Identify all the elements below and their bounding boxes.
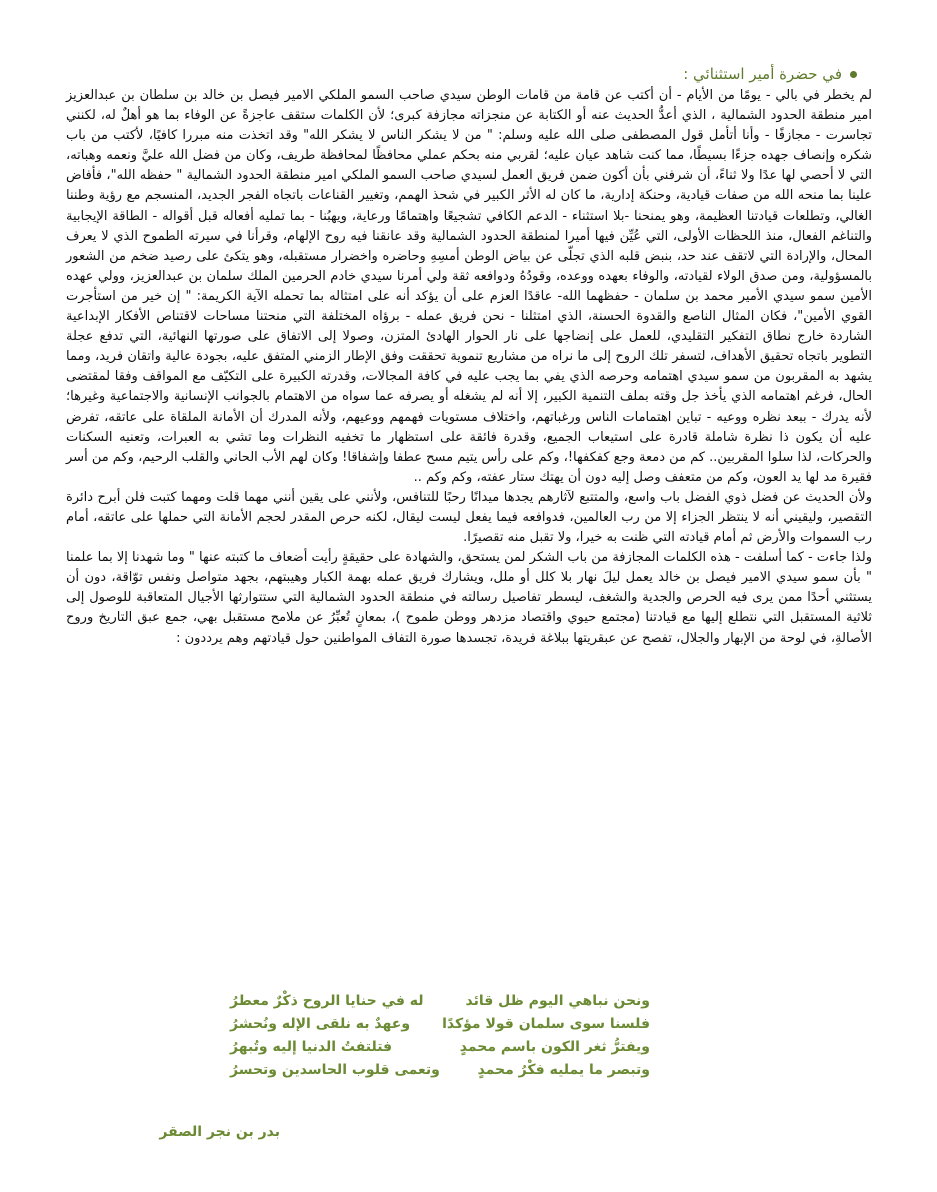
poem-hemistich-second: فتلتفتُ الدنيا إليه وتُبهرُ	[230, 1039, 393, 1055]
poem-hemistich-first: وتبصر ما يمليه فكْرُ محمدٍ	[477, 1062, 650, 1078]
poem-line	[230, 990, 650, 1013]
poem-hemistich-first: ويفترُّ ثغر الكون باسم محمدٍ	[459, 1039, 650, 1055]
poem-hemistich-second: وعهدٌ به نلقى الإله ونُحشرُ	[230, 1016, 411, 1032]
poem-hemistich-first: فلسنا سوى سلمان قولا مؤكدًا	[442, 1016, 650, 1032]
poem-line	[230, 1059, 650, 1082]
bullet-icon	[850, 71, 857, 78]
author-signature: بدر بن نجر الصقر	[159, 1124, 280, 1140]
paragraph: لم يخطر في بالي - يومًا من الأيام - أن أكتب عن قامة من قامات الوطن سيدي صاحب السمو الملكي الامير فيصل بن خالد بن سلطان بن عبدالعزيز امير منطقة الحدود الشمالية ، الذي أعدُّ الحديث عنه أو الكتابة عن منجزاته مجازفة كبرى؛ لأن الكلمات ستقف عاجزةً عن الوفاء بما هو أهلٌ له، لكنني تجاسرت - مجازفًا - وأنا أتأمل قول المصطفى صلى الله عليه وسلم: " من لا يشكر الناس لا يشكر الله" وقد اتخذت منه مبررا كافيًا، لأكتب من باب شكره وإنصاف جهده جزءًا بسيطًا، مما كنت شاهد عيان عليه؛ لقربي منه بحكم عملي محافظًا لمحافظة طريف، وكان من فضل الله عليَّ ونعمه وهباته، التي لا أحصي لها عدًا ولا ثناءً، أن شرفني بأن أكون ضمن فريق العمل لسيدي صاحب السمو الملكي امير منطقة الحدود الشمالية " حفظه الله"، فأفاض علينا بما منحه الله من صفات قيادية، وحنكة إدارية، ما كان له الأثر الكبير في شحذ الهمم، وتغيير القناعات باتجاه الفجر الجديد، المنسجم مع رؤية وطننا الغالي، وتطلعات قيادتنا العظيمة، وهو يمنحنا -بلا استثناء - الدعم الكافي تشجيعًا واهتمامًا ورعاية، ويهبُنا - بما تمليه أفعاله قبل أقواله - الطاقة الإيجابية والتناغم الفعال، منذ اللحظات الأولى، التي عُيِّن فيها أميرا لمنطقة الحدود الشمالية وقد عانقنا فيه روح الإلهام، وقرأنا في سيرته الطموح الذي لا يعرف المحال، والإرادة التي لاتقف عند حد، بنبض قلبه الذي تجلّى عن بياض الوطن أمسِهِ وحاضره واخضرار مستقبله، وهو يتكئ على رصيد ضخم من الشعور بالمسؤولية، ومن صدق الولاء لقيادته، والوفاء بعهده ووعده، وقودُهُ ودوافعه ثقة ولي أمرنا سيدي خادم الحرمين الملك سلمان بن عبدالعزيز، وولي عهده الأمين سمو سيدي الأمير محمد بن سلمان - حفظهما الله- عاقدًا العزم على أن يؤكد أنه على امتثاله بما تحمله الآية الكريمة: " إن خير من استأجرت القوي الأمين"، فكان المثال الناصع والقدوة الحسنة، الذي امتثلنا - نحن فريق عمله - برؤاه المختلفة التي منحتنا مساحات لاقتناص الأفكار الإبداعية الشاردة خارج نطاق التفكير التقليدي، للعمل على إنضاجها على نار الحوار الهادئ المتزن، وصولا إلى الاتفاق على صورتها النهائية، التي تدفع عجلة التطوير باتجاه تحقيق الأهداف، لتسفر تلك الروح إلى ما نراه من مشاريع تنموية تحققت وفق الإطار الزمني المتفق عليه، بجودة عالية واتقان فريد، ومما يشهد به المقربون من سمو سيدي اهتمامه وحرصه الذي يفي بما يجب عليه في كافة المجالات، وقدرته الكبيرة على التكيّف مع المواقف وفقا لمقتضى الحال، فرغم اهتمامه الذي يأخذ جل وقته بملف التنمية الكبير، إلا أنه لم يشغله أو يصرفه عما سواه من الاهتمام بالجوانب الإنسانية والاجتماعية وغيرها؛ لأنه يدرك - ببعد نظره ووعيه - تباين اهتمامات الناس ورغباتهم، واختلاف مستويات فهمهم ووعيهم، ولأنه المدرك أن الأمانة الملقاة على عاتقه، تفرض عليه أن يكون ذا نظرة شاملة قادرة على استيعاب الجميع، وقدرة فائقة على استظهار ما تخفيه النظرات وما تشي به العبرات، وتعنيه السكنات والحركات، لذا سلوا المقربين.. كم من دمعة وجع كفكفها!، وكم على رأس يتيم مسح عطفا وإشفاقا! وكان لهم الأب الحاني والقلب الرحيم، وكم من أسر فقيرة مد لها يد العون، وكم من متعفف وصل إليه دون أن يهتك ستار عفته، وكم وكم ..	[66, 88, 872, 485]
poem-line	[230, 1013, 650, 1036]
section-heading	[600, 64, 857, 84]
poem-hemistich-second: له في حنايا الروح ذكْرٌ معطرُ	[230, 993, 424, 1009]
heading-text: في حضرة أمير استثنائي :	[683, 65, 842, 83]
poem-hemistich-second: وتعمى قلوب الحاسدين وتحسرُ	[230, 1062, 440, 1078]
poem	[230, 990, 650, 1082]
poem-line	[230, 1036, 650, 1059]
poem-hemistich-first: ونحن نباهي اليوم ظل قائد	[465, 993, 650, 1009]
paragraph: ولأن الحديث عن فضل ذوي الفضل باب واسع، والمتتبع لآثارهم يجدها ميدانًا رحبًا للتنافس، ولأنني على يقين أنني مهما قلت ومهما كتبت فلن أبرح دائرة التقصير، وليقيني أنه لا ينتظر الجزاء إلا من رب العالمين، فدوافعه فيما يفعل ليست ليقال، لكنه حرص المقدر لحجم الأمانة التي حملها على عاتقه، أمام رب السموات والأرض ثم أمام قيادته التي ظنت به خيرا، ولا تقبل منه تقصيرًا.	[66, 489, 872, 546]
article-body	[66, 86, 872, 649]
paragraph: ولذا جاءت - كما أسلفت - هذه الكلمات المجازفة من باب الشكر لمن يستحق، والشهادة على حقيقةٍ رأيت أضعاف ما كتبته عنها " وما شهدنا إلا بما علمنا " بأن سمو سيدي الامير فيصل بن خالد يعمل ليلَ نهار بلا كلل أو ملل، ويشارك فريق عمله بهمة الكبار وهيبتهم، بجهد متواصل ونفس توّاقة، دون أن يستثني أحدًا ممن يرى فيه الحرص والجدية والشغف، ليسطر تفاصيل رسالته في منطقة الحدود الشمالية التي ستتوارثها الأجيال المتعاقبة للوصول إلى ثلاثية المستقبل التي نتطلع إليها مع قيادتنا (مجتمع حيوي واقتصاد مزدهر ووطن طموح )، بمعانٍ تُعبِّرُ عن ملامح مستقبل بهي، جمع عبق التاريخ وروح الأصالةِ، في لوحة من الإبهار والجلال، تفصح عن عبقريتها ببلاغة فريدة، تجسدها صورة التفاف المواطنين حول قيادتهم وهم يرددون :	[66, 550, 872, 646]
